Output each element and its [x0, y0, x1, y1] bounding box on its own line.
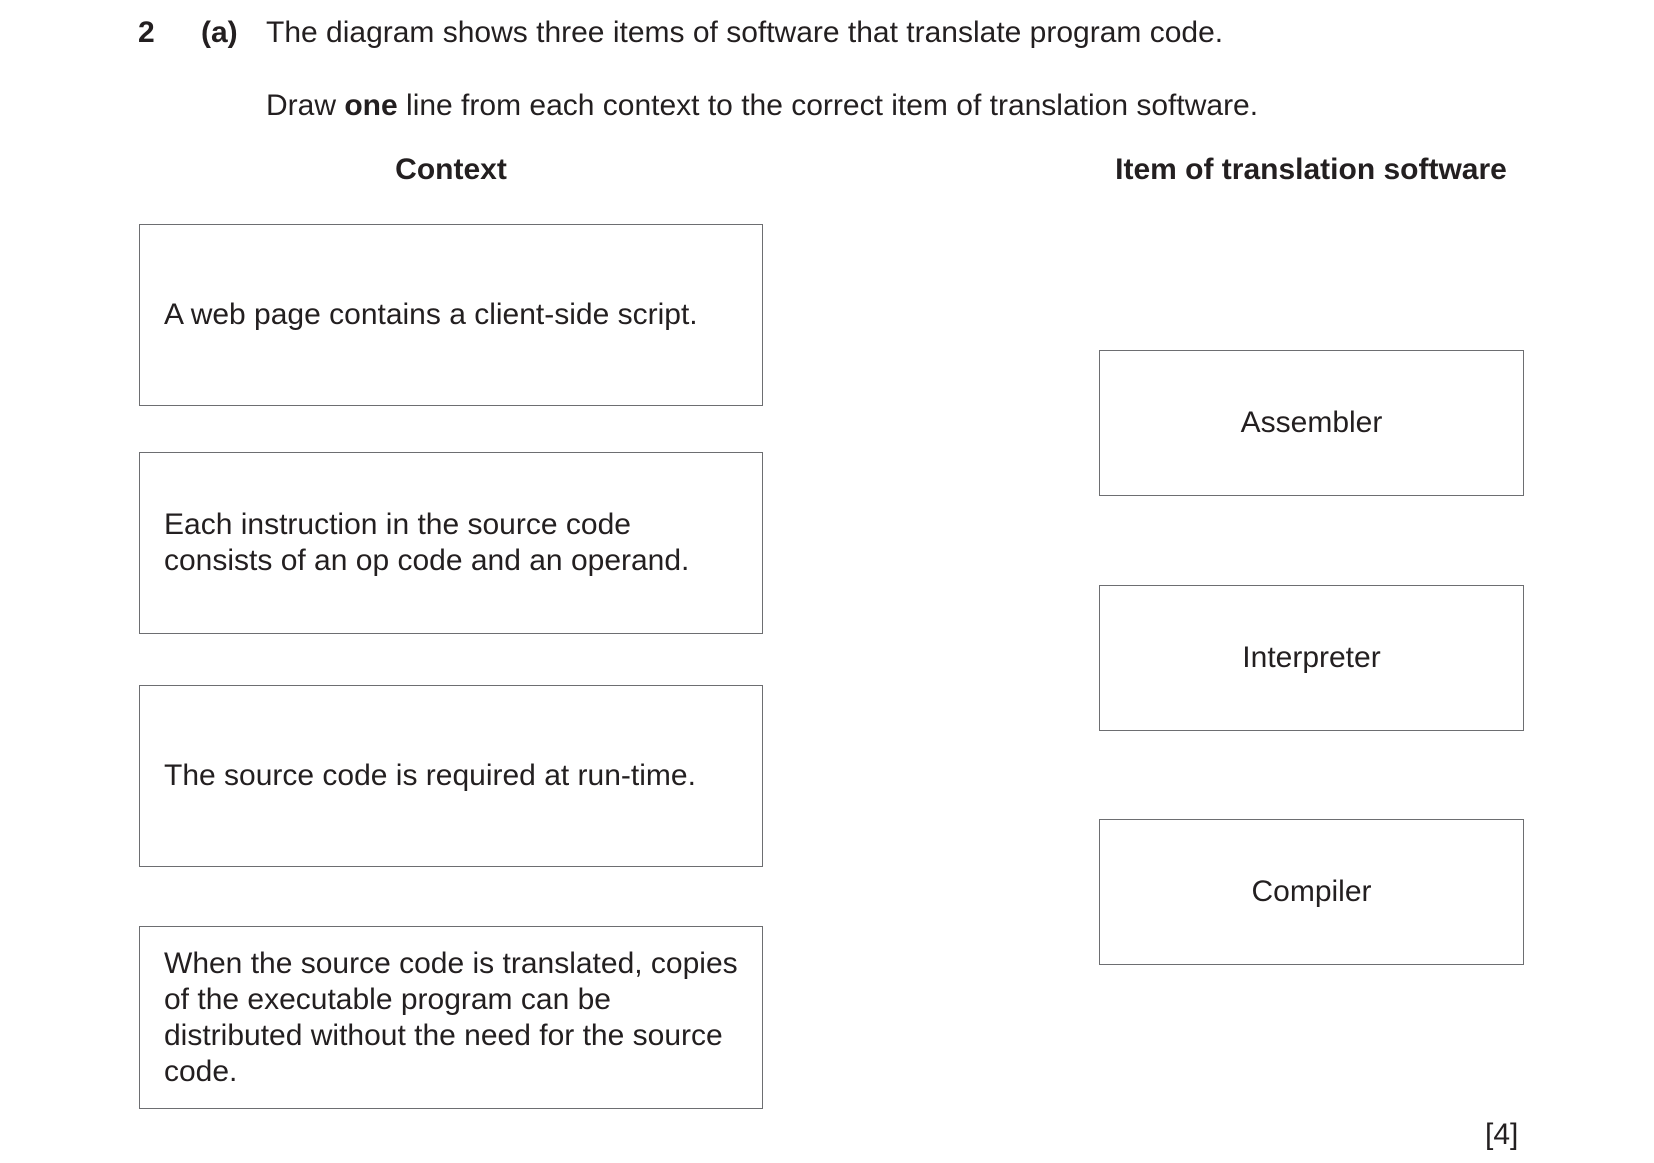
software-box-interpreter[interactable]	[1099, 585, 1524, 731]
instruction-text-end: line from each context to the correct item of translation software.	[397, 89, 1259, 122]
context-box-client-side-script[interactable]	[139, 224, 763, 406]
context-text: The source code is required at run-time.	[164, 759, 696, 792]
context-text: A web page contains a client-side script.	[164, 298, 698, 331]
context-column-heading: Context	[395, 153, 507, 186]
question-part: (a)	[201, 16, 238, 49]
marks-allocation: [4]	[1485, 1118, 1519, 1151]
context-box-source-at-run-time[interactable]	[139, 685, 763, 867]
instruction-text-start: Draw	[266, 89, 345, 122]
context-box-executable-distributed[interactable]	[139, 926, 763, 1109]
context-box-op-code-operand[interactable]	[139, 452, 763, 634]
software-label: Interpreter	[1242, 641, 1381, 674]
software-label: Compiler	[1251, 875, 1372, 908]
context-text: Each instruction in the source code consists of an op code and an operand.	[164, 508, 690, 577]
question-number: 2	[138, 16, 155, 49]
context-text: When the source code is translated, copies of the executable program can be distributed without the need for the source code.	[164, 946, 738, 1088]
instruction-emphasis: one	[344, 89, 398, 122]
software-column-heading: Item of translation software	[1115, 153, 1507, 186]
software-box-compiler[interactable]	[1099, 819, 1524, 965]
software-box-assembler[interactable]	[1099, 350, 1524, 496]
software-label: Assembler	[1240, 406, 1383, 439]
question-stem: The diagram shows three items of software that translate program code.	[266, 16, 1224, 49]
instruction	[266, 89, 1258, 123]
